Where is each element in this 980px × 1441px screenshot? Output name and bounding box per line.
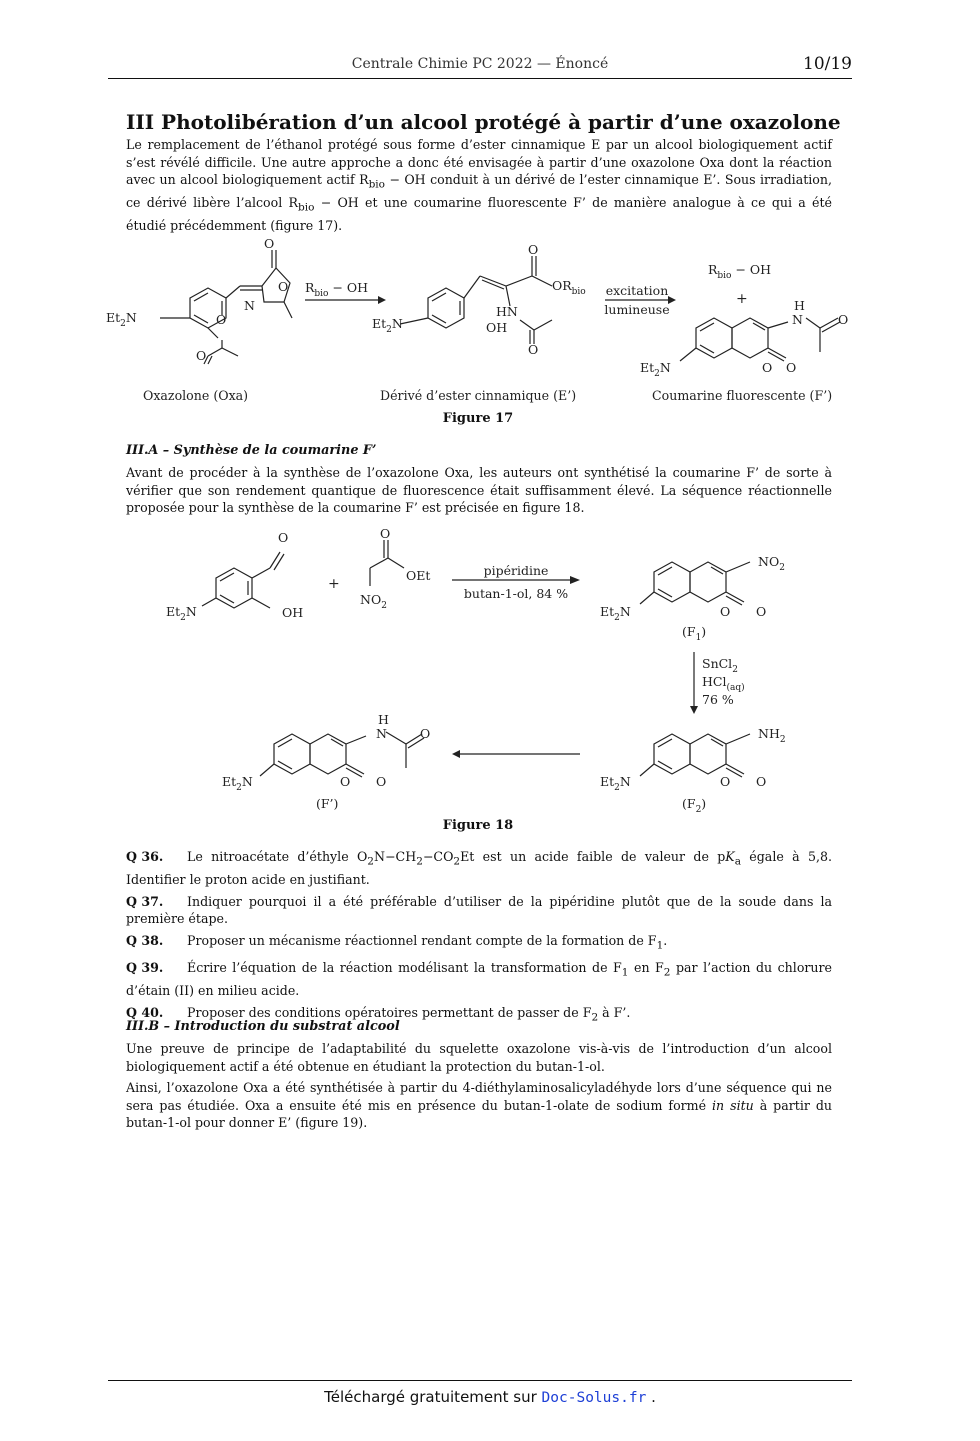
question-36: Q 36. Le nitroacétate d’éthyle $O_2N-CH_2-CO_2Et$ est un acide faible de valeur de $pK_a$ égale à 5,8. Identifier le proton acide en justifiant. [126,849,832,888]
atom-o: O [786,360,797,375]
atom-o: O [720,604,731,619]
label-et2n: $Et_2N$ [372,316,403,335]
atom-o: O [278,279,289,294]
label-et2n: $Et_2N$ [166,604,197,623]
atom-n: N [376,726,387,741]
header-title: Centrale Chimie PC 2022 — Énoncé [351,56,609,72]
fp-benzene-ring [274,734,310,774]
reagent-rbio-oh: $R_{bio}$ − OH [305,280,369,299]
ester-benzene-ring [428,288,464,328]
atom-oet: OEt [406,568,431,583]
label-f1: $(F_1)$ [682,624,707,643]
reagent-hcl: HCl$_{(aq)}$ [702,674,745,693]
atom-no2: $NO_2$ [360,592,387,611]
fp-pyranone-ring [310,734,346,774]
caption-oxa: Oxazolone (Oxa) [143,388,249,403]
atom-h: H [794,298,805,313]
aldehyde-benzene-ring [216,568,252,608]
atom-o: O [278,530,289,545]
arrow2-top-text: excitation [605,283,669,298]
atom-o: O [756,604,767,619]
footer: Téléchargé gratuitement sur Doc-Solus.fr . [324,1388,656,1406]
section-intro: Le remplacement de l’éthanol protégé sous forme d’ester cinnamique E par un alcool biologiquement actif s’est révélé difficile. Une autre approche a donc été envisagée à partir d’une oxazolone Oxa dont la réaction avec un alcool biologiquement actif $R_{bio}$ − OH conduit à un dérivé de l’ester cinnamique E’. Sous irradiation, ce dérivé libère l’alcool $R_{bio}$ − OH et une coumarine fluorescente F’ de manière analogue à ce qui a été étudié précédemment (figure 17). [126,137,832,234]
question-40: Q 40. Proposer des conditions opératoires permettant de passer de $F_2$ à F’. [126,1004,631,1024]
figure-17-scheme [100,228,860,438]
f1-benzene-ring [654,562,690,602]
label-et2n: $Et_2N$ [640,360,671,379]
footer-link[interactable]: Doc-Solus.fr [541,1390,647,1406]
label-fp: (F’) [316,796,339,811]
figure-18-scheme [160,528,840,818]
reagent-sncl2: SnCl$_2$ [702,656,738,675]
atom-h: H [378,712,389,727]
label-et2n: $Et_2N$ [106,310,137,329]
atom-o: O [264,236,275,251]
caption-ester: Dérivé d’ester cinnamique (E’) [380,388,577,403]
coumarin-pyranone-ring [732,318,768,358]
atom-o: O [838,312,849,327]
atom-orbio: $OR_{bio}$ [552,278,586,297]
atom-oh: OH [486,320,508,335]
page-number: 10/19 [803,54,852,74]
atom-n: N [244,298,255,313]
caption-coumarin: Coumarine fluorescente (F’) [652,388,833,403]
arrow-head [570,576,580,584]
arrow-head [452,750,460,758]
plus-sign: + [736,291,748,307]
coumarin-benzene-ring [696,318,732,358]
section-title: III Photolibération d’un alcool protégé à partir d’une oxazolone [126,110,841,134]
arrow2-bottom-text: lumineuse [604,302,670,317]
atom-o: O [196,348,207,363]
arrow-head [378,296,386,304]
label-f2: $(F_2)$ [682,796,707,815]
plus-sign: + [328,576,340,592]
arrow-head [690,706,698,714]
label-et2n: $Et_2N$ [222,774,253,793]
figure-17-label: Figure 17 [442,411,514,426]
atom-hn: HN [496,304,518,319]
question-38: Q 38. Proposer un mécanisme réactionnel rendant compte de la formation de $F_1$. [126,932,668,952]
atom-o: O [720,774,731,789]
reagent-yield: 76 % [702,692,734,707]
f1-pyranone-ring [690,562,726,602]
f2-benzene-ring [654,734,690,774]
atom-o: O [762,360,773,375]
page-header [108,56,852,79]
atom-nh2: $NH_2$ [758,726,786,745]
atom-o: O [216,312,227,327]
label-et2n: $Et_2N$ [600,774,631,793]
atom-n: N [792,312,803,327]
arrow1-bottom-text: butan-1-ol, 84 % [463,586,569,601]
atom-o: O [376,774,387,789]
atom-o: O [528,342,539,357]
figure-18-label: Figure 18 [442,818,514,833]
questions-block [126,848,832,1027]
f2-pyranone-ring [690,734,726,774]
atom-o: O [528,242,539,257]
atom-oh: OH [282,605,304,620]
subsection-b-text: Une preuve de principe de l’adaptabilité du squelette oxazolone vis-à-vis de l’introduction d’un alcool biologiquement actif a été obtenue en étudiant la protection du butan-1-ol. Ainsi, l’oxazolone Oxa a été synthétisée à partir du 4-diéthylaminosalicyladéhyde lors d’une séquence qui ne sera pas étudiée. Oxa a ensuite été mis en présence du butan-1-olate de sodium formé in situ à partir du butan-1-ol pour donner E’ (figure 19). [126,1041,833,1131]
subsection-b-title: III.B – Introduction du substrat alcool [126,1019,400,1034]
subsection-a-text: Avant de procéder à la synthèse de l’oxazolone Oxa, les auteurs ont synthétisé la coumarine F’ de sorte à vérifier que son rendement quantique de fluorescence était suffisamment élevé. La séquence réactionnelle proposée pour la synthèse de la coumarine F’ est précisée en figure 18. [126,465,832,516]
atom-o: O [420,726,431,741]
question-37: Q 37. Indiquer pourquoi il a été préférable d’utiliser de la pipéridine plutôt que de la soude dans la première étape. [126,893,832,927]
product-rbio-oh: $R_{bio}$ − OH [708,262,772,281]
atom-no2: $NO_2$ [758,554,785,573]
atom-o: O [340,774,351,789]
subsection-a-title: III.A – Synthèse de la coumarine F’ [126,443,377,458]
footer-rule [108,1380,852,1381]
label-et2n: $Et_2N$ [600,604,631,623]
arrow1-top-text: pipéridine [483,563,549,578]
atom-o: O [756,774,767,789]
question-39: Q 39. Écrire l’équation de la réaction modélisant la transformation de $F_1$ en $F_2$ par l’action du chlorure d’étain (II) en milieu acide. [126,960,833,999]
atom-o: O [380,528,391,541]
